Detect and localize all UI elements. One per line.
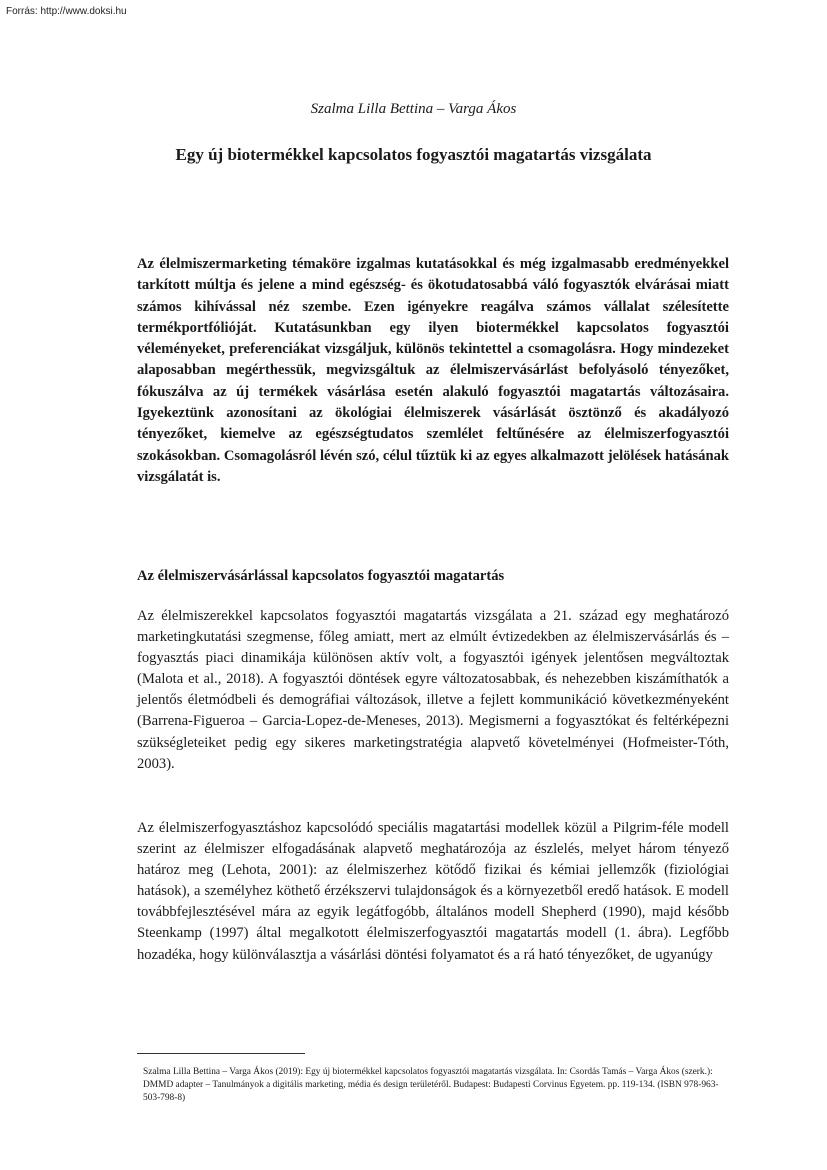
body-paragraph: Az élelmiszerfogyasztáshoz kapcsolódó speciális magatartási modellek közül a Pilgrim-féle modell szerint az élelmiszer elfogadásának alapvető meghatározója az észlelés, melyet három tényező határoz meg (Lehota, 2001): az élelmiszerhez kötődő fizikai és kémiai jellemzők (fiziológiai hatások), a személyhez köthető érzékszervi tulajdonságok és a környezetből eredő hatások. E modell továbbfejlesztésével mára az egyik legátfogóbb, általános modell Shepherd (1990), majd később Steenkamp (1997) által megalkotott élelmiszerfogyasztói magatartás modell (1. ábra). Legfőbb hozadéka, hogy különválasztja a vásárlási döntési folyamatot és a rá ható tényezőket, de ugyanúgy xyxy=(137,820,729,963)
paper-title: Egy új biotermékkel kapcsolatos fogyasztói magatartás vizsgálata xyxy=(175,145,652,164)
footnote: Szalma Lilla Bettina – Varga Ákos (2019): Egy új biotermékkel kapcsolatos fogyasztói magatartás vizsgálata. In: Csordás Tamás – Varga Ákos (szerk.): DMMD adapter – Tanulmányok a digitális marketing, média és design területéről. Budapest: Budapesti Corvinus Egyetem. pp. 119-134. (ISBN 978-963-503-798-8) xyxy=(143,1067,719,1103)
abstract: Az élelmiszermarketing témaköre izgalmas kutatásokkal és még izgalmasabb eredményekkel tarkított múltja és jelene a mind egészség- és ökotudatosabbá váló fogyasztók elvárásai miatt számos kihívással néz szembe. Ezen igényekre reagálva számos vállalat szélesítette termékportfólióját. Kutatásunkban egy ilyen biotermékkel kapcsolatos fogyasztói véleményeket, preferenciákat vizsgáljuk, különös tekintettel a csomagolásra. Hogy mindezeket alaposabban megérthessük, megvizsgáltuk az élelmiszervásárlást befolyásoló tényezőket, fókuszálva az új termékek vásárlása esetén alakuló fogyasztói magatartás változásaira. Igyekeztünk azonosítani az ökológiai élelmiszerek vásárlását ösztönző és akadályozó tényezőket, kiemelve az egészségtudatos szemlélet feltűnésére az élelmiszerfogyasztói szokásokban. Csomagolásról lévén szó, célul tűztük ki az egyes alkalmazott jelölések hatásának vizsgálatát is. xyxy=(137,256,729,485)
section-heading: Az élelmiszervásárlással kapcsolatos fogyasztói magatartás xyxy=(137,568,505,584)
source-attribution: Forrás: http://www.doksi.hu xyxy=(6,6,127,17)
footnote-divider xyxy=(137,1053,305,1054)
body-paragraph: Az élelmiszerekkel kapcsolatos fogyasztói magatartás vizsgálata a 21. század egy meghatározó marketingkutatási szegmense, főleg amiatt, mert az elmúlt évtizedekben az élelmiszervásárlás és –fogyasztás piaci dinamikája különösen aktív volt, a fogyasztói igények jelentősen megváltoztak (Malota et al., 2018). A fogyasztói döntések egyre változatosabbak, és nehezebben kiszámíthatók a jelentős életmódbeli és demográfiai változások, illetve a fejlett kommunikáció következményeként (Barrena-Figueroa – Garcia-Lopez-de-Meneses, 2013). Megismerni a fogyasztókat és feltérképezni szükségleteiket pedig egy sikeres marketingstratégia alapvető követelményei (Hofmeister-Tóth, 2003). xyxy=(137,608,729,772)
authors: Szalma Lilla Bettina – Varga Ákos xyxy=(310,101,517,117)
